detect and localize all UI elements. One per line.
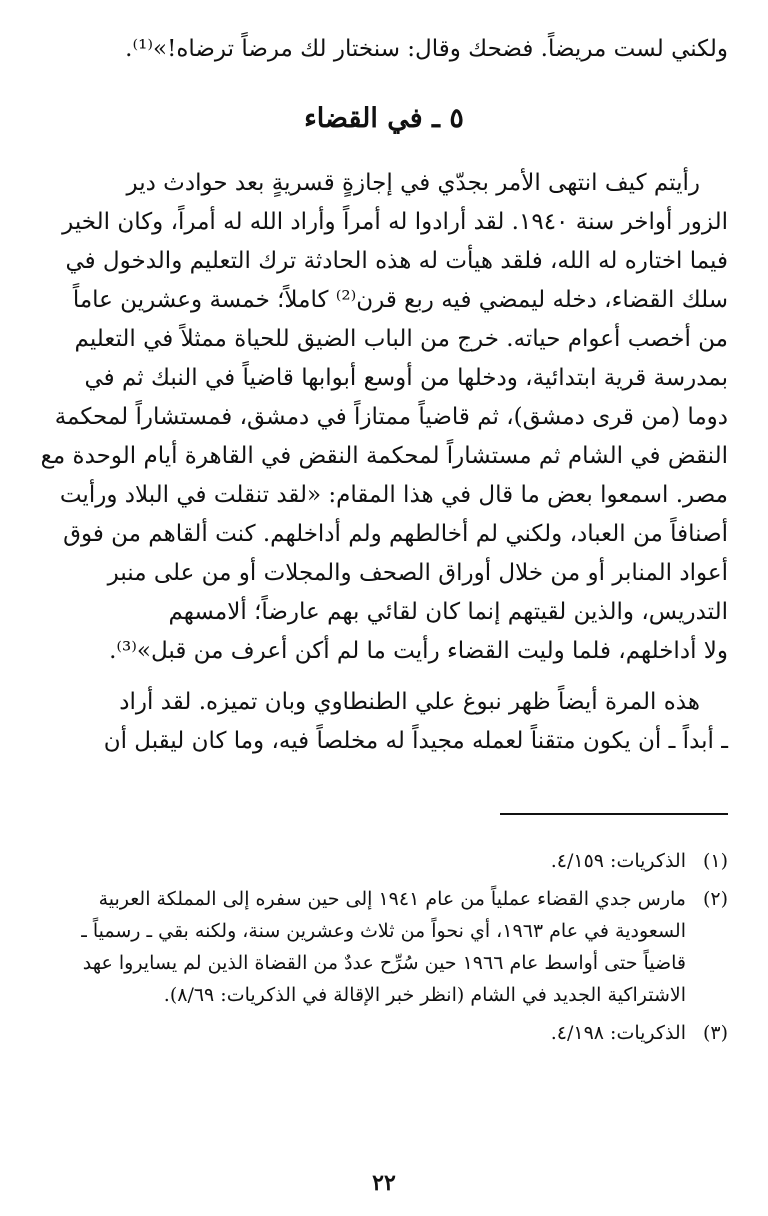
footnote-body bbox=[40, 1017, 686, 1049]
text-line: من أخصب أعوام حياته. خرج من الباب الضيق للحياة ممثلاً في التعليم bbox=[74, 326, 728, 352]
text-line: سلك القضاء، دخله ليمضي فيه ربع قرن⁽²⁾ كاملاً؛ خمسة وعشرين عاماً bbox=[72, 287, 728, 313]
footnote bbox=[40, 883, 728, 1011]
footnote-body bbox=[40, 845, 686, 877]
footnote-line: قاضياً حتى أواسط عام ١٩٦٦ حين سُرِّح عددٌ من القضاة الذين لم يسايروا عهد bbox=[82, 952, 686, 974]
footnote-line: الذكريات: ٤/١٥٩. bbox=[550, 850, 686, 872]
text-line: النقض في الشام ثم مستشاراً لمحكمة النقض في القاهرة أيام الوحدة مع bbox=[40, 443, 728, 469]
text-line: مصر. اسمعوا بعض ما قال في هذا المقام: «لقد تنقلت في البلاد ورأيت bbox=[59, 482, 728, 508]
top-line: ولكني لست مريضاً. فضحك وقال: سنختار لك مرضاً ترضاه!»⁽¹⁾. bbox=[125, 36, 728, 62]
book-page bbox=[40, 30, 728, 1055]
paragraph-1 bbox=[40, 164, 728, 671]
footnote-divider bbox=[500, 813, 728, 815]
paragraph-2 bbox=[40, 683, 728, 761]
text-line: أعواد المنابر أو من خلال أوراق الصحف والمجلات أو من على منبر bbox=[107, 560, 728, 586]
text-line: الزور أواخر سنة ١٩٤٠. لقد أرادوا له أمراً وأراد الله له أمراً، وكان الخير bbox=[62, 209, 728, 235]
text-line: ـ أبداً ـ أن يكون متقناً لعمله مجيداً له مخلصاً فيه، وما كان ليقبل أن bbox=[103, 728, 728, 754]
footnote-number: (٣) bbox=[702, 1022, 728, 1044]
text-line: التدريس، والذين لقيتهم إنما كان لقائي بهم عارضاً؛ ألامسهم bbox=[168, 599, 728, 625]
text-line: فيما اختاره له الله، فلقد هيأت له هذه الحادثة ترك التعليم والدخول في bbox=[65, 248, 728, 274]
footnote-line: مارس جدي القضاء عملياً من عام ١٩٤١ إلى حين سفره إلى المملكة العربية bbox=[98, 888, 686, 910]
text-line: أصنافاً من العباد، ولكني لم أخالطهم ولم أداخلهم. كنت ألقاهم من فوق bbox=[63, 521, 728, 547]
footnote-number: (٢) bbox=[702, 888, 728, 910]
footnote-line: الاشتراكية الجديد في الشام (انظر خبر الإقالة في الذكريات: ٨/٦٩). bbox=[163, 984, 686, 1006]
footnote bbox=[40, 1017, 728, 1049]
text-line: بمدرسة قرية ابتدائية، ودخلها من أوسع أبوابها قاضياً في النبك ثم في bbox=[84, 365, 728, 391]
text-line: هذه المرة أيضاً ظهر نبوغ علي الطنطاوي وبان تميزه. لقد أراد bbox=[119, 689, 700, 715]
footnote-line: الذكريات: ٤/١٩٨. bbox=[550, 1022, 686, 1044]
text-line: رأيتم كيف انتهى الأمر بجدّي في إجازةٍ قسريةٍ بعد حوادث دير bbox=[126, 170, 700, 196]
text-line: ولا أداخلهم، فلما وليت القضاء رأيت ما لم أكن أعرف من قبل»⁽³⁾. bbox=[109, 638, 728, 664]
footnotes bbox=[40, 845, 728, 1049]
footnote-number: (١) bbox=[702, 850, 728, 872]
page-number: ٢٢ bbox=[372, 1170, 396, 1196]
footnote-line: السعودية في عام ١٩٦٣، أي نحواً من ثلاث وعشرين سنة، ولكنه بقي ـ رسمياً ـ bbox=[81, 920, 686, 942]
footnote bbox=[40, 845, 728, 877]
section-heading: ٥ ـ في القضاء bbox=[304, 103, 464, 134]
text-line: دوما (من قرى دمشق)، ثم قاضياً ممتازاً في دمشق، فمستشاراً لمحكمة bbox=[54, 404, 728, 430]
footnote-body bbox=[40, 883, 686, 1011]
